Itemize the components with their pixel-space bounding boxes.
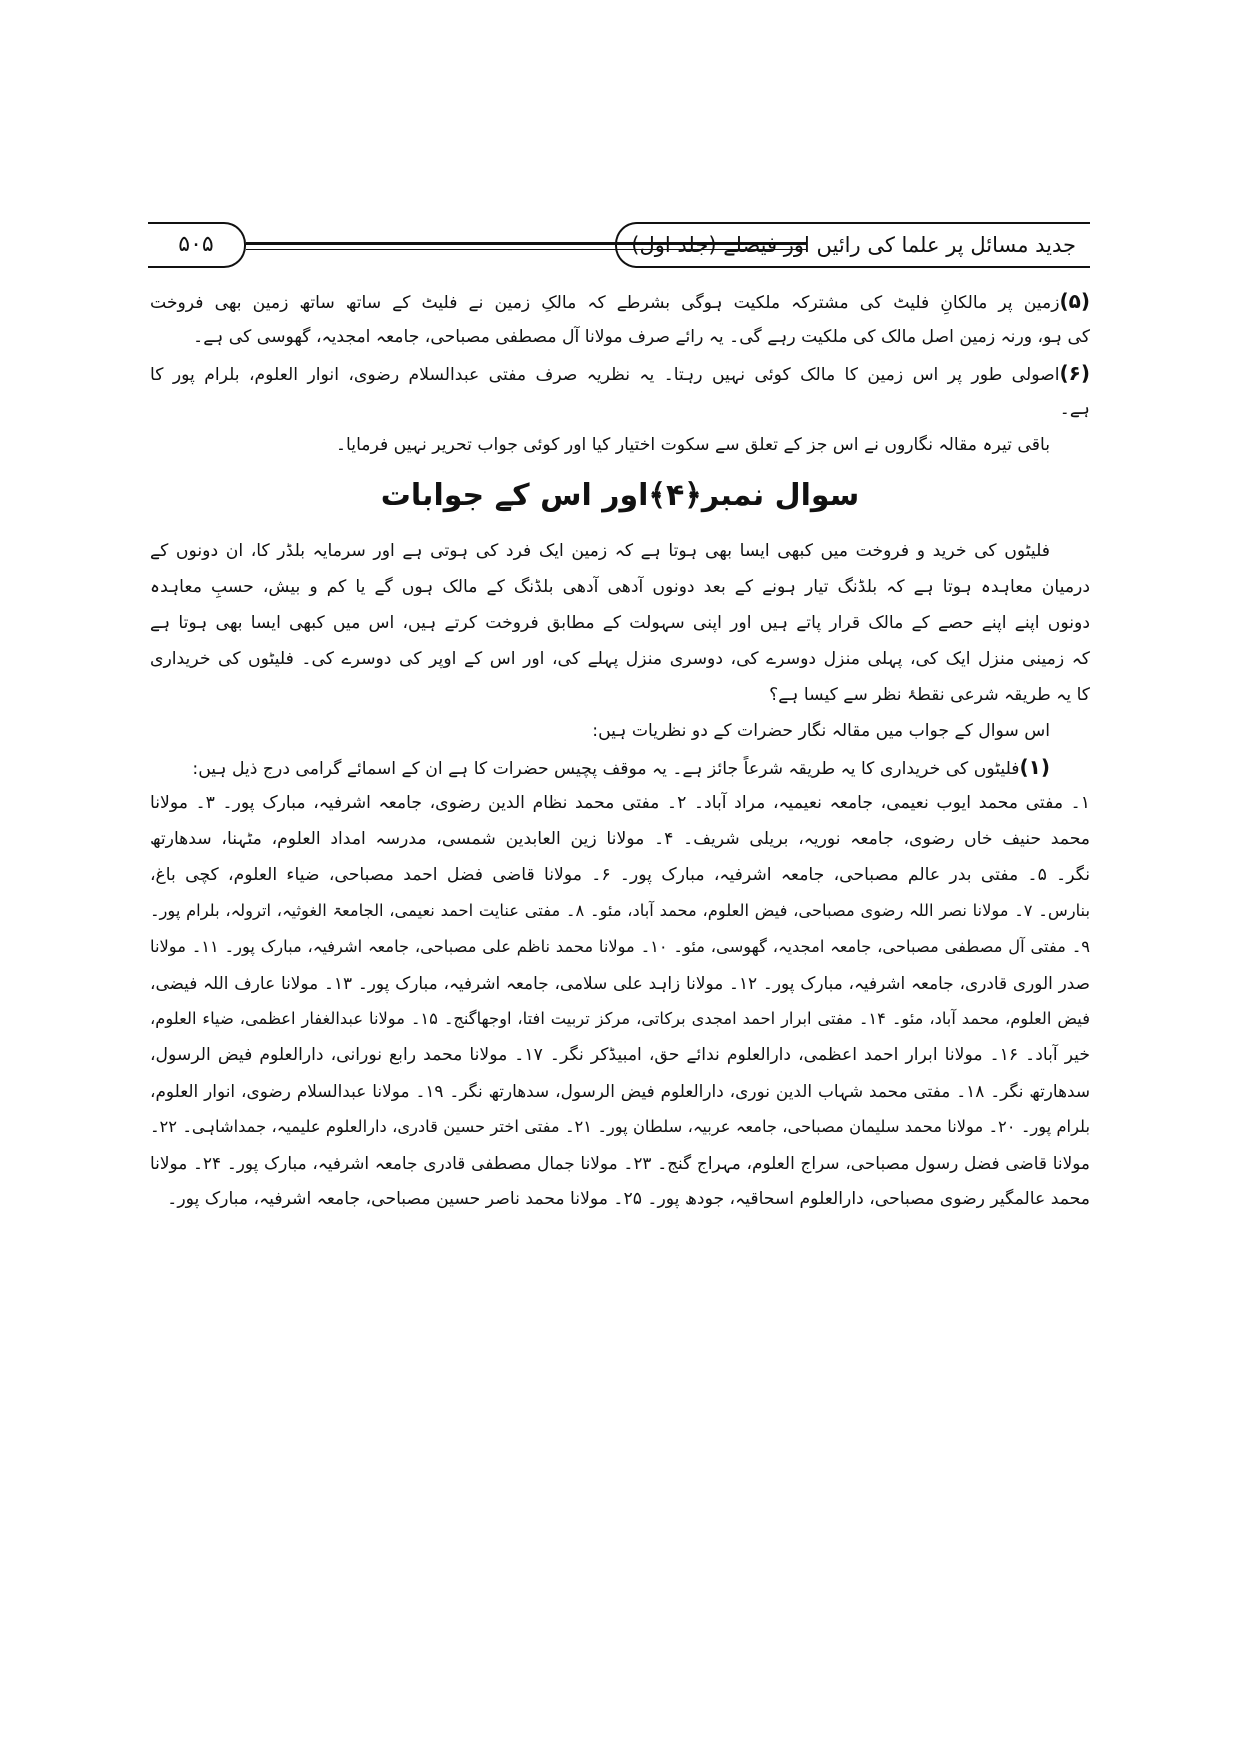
line-text: خیر آباد۔ ۱۶۔ مولانا ابرار احمد اعظمی، دارالعلوم ندائے حق، امبیڈکر نگر۔ ۱۷۔ مولانا محمد رابع نورانی، دارالعلوم فیض الرسول، <box>150 1045 1090 1065</box>
line-text: ۹۔ مفتی آل مصطفی مصباحی، جامعہ امجدیہ، گھوسی، مئو۔ ۱۰۔ مولانا محمد ناظم علی مصباحی، جامعہ اشرفیہ، مبارک پور۔ ۱۱۔ مولانا <box>150 937 1090 956</box>
line-text: اس سوال کے جواب میں مقالہ نگار حضرات کے دو نظریات ہیں: <box>592 721 1050 741</box>
text-line <box>150 283 1090 319</box>
text-line <box>150 427 1090 463</box>
line-text: کہ زمینی منزل ایک کی، پہلی منزل دوسرے کی، دوسری منزل پہلے کی، اور اس کے اوپر کی دوسرے کی۔ فلیٹوں کی خریداری <box>150 649 1090 669</box>
line-text: اصولی طور پر اس زمین کا مالک کوئی نہیں رہتا۔ یہ نظریہ صرف مفتی عبدالسلام رضوی، انوار العلوم، بلرام پور کا <box>150 365 1060 385</box>
text-line <box>150 605 1090 641</box>
text-line <box>150 1001 1090 1037</box>
line-text: درمیان معاہدہ ہوتا ہے کہ بلڈنگ تیار ہونے کے بعد دونوں آدھی آدھی بلڈنگ کے مالک ہوں گے یا کم و بیش، حسبِ معاہدہ <box>150 577 1090 597</box>
line-text: کا یہ طریقہ شرعی نقطۂ نظر سے کیسا ہے؟ <box>769 685 1090 705</box>
line-text: فلیٹوں کی خریداری کا یہ طریقہ شرعاً جائز ہے۔ یہ موقف پچیس حضرات کا ہے ان کے اسمائے گرامی درج ذیل ہیں: <box>192 759 1020 779</box>
text-line <box>150 1109 1090 1145</box>
line-text: زمین پر مالکانِ فلیٹ کی مشترکہ ملکیت ہوگی بشرطے کہ مالکِ زمین نے فلیٹ کے ساتھ ساتھ زمین بھی فروخت <box>150 293 1060 313</box>
text-line <box>150 1181 1090 1217</box>
running-header <box>148 222 1090 266</box>
line-text: مولانا قاضی فضل رسول مصباحی، سراج العلوم، مہراج گنج۔ ۲۳۔ مولانا جمال مصطفی قادری جامعہ اشرفیہ، مبارک پور۔ ۲۴۔ مولانا <box>150 1153 1090 1173</box>
item-number: (۶) <box>1059 361 1090 385</box>
line-text: محمد عالمگیر رضوی مصباحی، دارالعلوم اسحاقیہ، جودھ پور۔ ۲۵۔ مولانا محمد ناصر حسین مصباحی، جامعہ اشرفیہ، مبارک پور۔ <box>167 1189 1090 1209</box>
line-text: بنارس۔ ۷۔ مولانا نصر اللہ رضوی مصباحی، فیض العلوم، محمد آباد، مئو۔ ۸۔ مفتی عنایت احمد نعیمی، الجامعۃ الغوثیہ، اترولہ، بلرام پور۔ <box>150 901 1090 920</box>
section-heading: سوال نمبر﴿۴﴾اور اس کے جوابات <box>380 478 860 513</box>
item-number: (۱) <box>1019 755 1050 779</box>
line-text: صدر الوری قادری، جامعہ اشرفیہ، مبارک پور۔ ۱۲۔ مولانا زاہد علی سلامی، جامعہ اشرفیہ، مبارک پور۔ ۱۳۔ مولانا عارف اللہ فیضی، <box>150 973 1090 993</box>
book-title: جدید مسائل پر علما کی رائیں اور فیصلے (جلد اول) <box>615 222 1090 268</box>
line-text: نگر۔ ۵۔ مفتی بدر عالم مصباحی، جامعہ اشرفیہ، مبارک پور۔ ۶۔ مولانا قاضی فضل احمد مصباحی، ضیاء العلوم، کچی باغ، <box>150 865 1090 885</box>
text-line <box>150 677 1090 713</box>
line-text: فیض العلوم، محمد آباد، مئو۔ ۱۴۔ مفتی ابرار احمد امجدی برکاتی، مرکز تربیت افتا، اوجھاگنج۔ ۱۵۔ مولانا عبدالغفار اعظمی، ضیاء العلوم، <box>150 1009 1090 1028</box>
text-line <box>150 569 1090 605</box>
line-text: کی ہو، ورنہ زمین اصل مالک کی ملکیت رہے گی۔ یہ رائے صرف مولانا آل مصطفی مصباحی، جامعہ امجدیہ، گھوسی کی ہے۔ <box>193 327 1090 347</box>
text-line <box>150 355 1090 391</box>
text-line <box>150 893 1090 929</box>
text-line <box>150 749 1090 785</box>
page-body <box>150 283 1090 1217</box>
text-line <box>150 821 1090 857</box>
text-line <box>150 929 1090 965</box>
line-text: بلرام پور۔ ۲۰۔ مولانا محمد سلیمان مصباحی، جامعہ عربیہ، سلطان پور۔ ۲۱۔ مفتی اختر حسین قادری، دارالعلوم علیمیہ، جمداشاہی۔ ۲۲۔ <box>150 1117 1090 1136</box>
page-number: ۵۰۵ <box>148 222 246 268</box>
line-text: دونوں اپنے اپنے حصے کے مالک قرار پاتے ہیں اور اپنی سہولت کے مطابق فروخت کرتے ہیں، اس میں کبھی ایسا بھی ہوتا ہے <box>150 613 1090 633</box>
line-text: محمد حنیف خاں رضوی، جامعہ نوریہ، بریلی شریف۔ ۴۔ مولانا زین العابدین شمسی، مدرسہ امداد العلوم، مٹہنا، سدھارتھ <box>150 829 1090 849</box>
text-line <box>150 1073 1090 1109</box>
text-line <box>150 713 1090 749</box>
line-text: ۱۔ مفتی محمد ایوب نعیمی، جامعہ نعیمیہ، مراد آباد۔ ۲۔ مفتی محمد نظام الدین رضوی، جامعہ اشرفیہ، مبارک پور۔ ۳۔ مولانا <box>150 793 1090 813</box>
text-line <box>150 1145 1090 1181</box>
text-line <box>150 857 1090 893</box>
text-line <box>150 785 1090 821</box>
item-number: (۵) <box>1059 289 1090 313</box>
text-line <box>150 391 1090 427</box>
line-text: ہے۔ <box>1059 399 1090 419</box>
line-text: فلیٹوں کی خرید و فروخت میں کبھی ایسا بھی ہوتا ہے کہ زمین ایک فرد کی ہوتی ہے اور سرمایہ بلڈر کا، ان دونوں کے <box>150 541 1050 561</box>
text-line <box>150 319 1090 355</box>
line-text: باقی تیرہ مقالہ نگاروں نے اس جز کے تعلق سے سکوت اختیار کیا اور کوئی جواب تحریر نہیں فرمایا۔ <box>335 435 1050 455</box>
text-line <box>150 641 1090 677</box>
text-line <box>150 533 1090 569</box>
line-text: سدھارتھ نگر۔ ۱۸۔ مفتی محمد شہاب الدین نوری، دارالعلوم فیض الرسول، سدھارتھ نگر۔ ۱۹۔ مولانا عبدالسلام رضوی، انوار العلوم، <box>150 1081 1090 1101</box>
text-line <box>150 1037 1090 1073</box>
text-line <box>150 965 1090 1001</box>
